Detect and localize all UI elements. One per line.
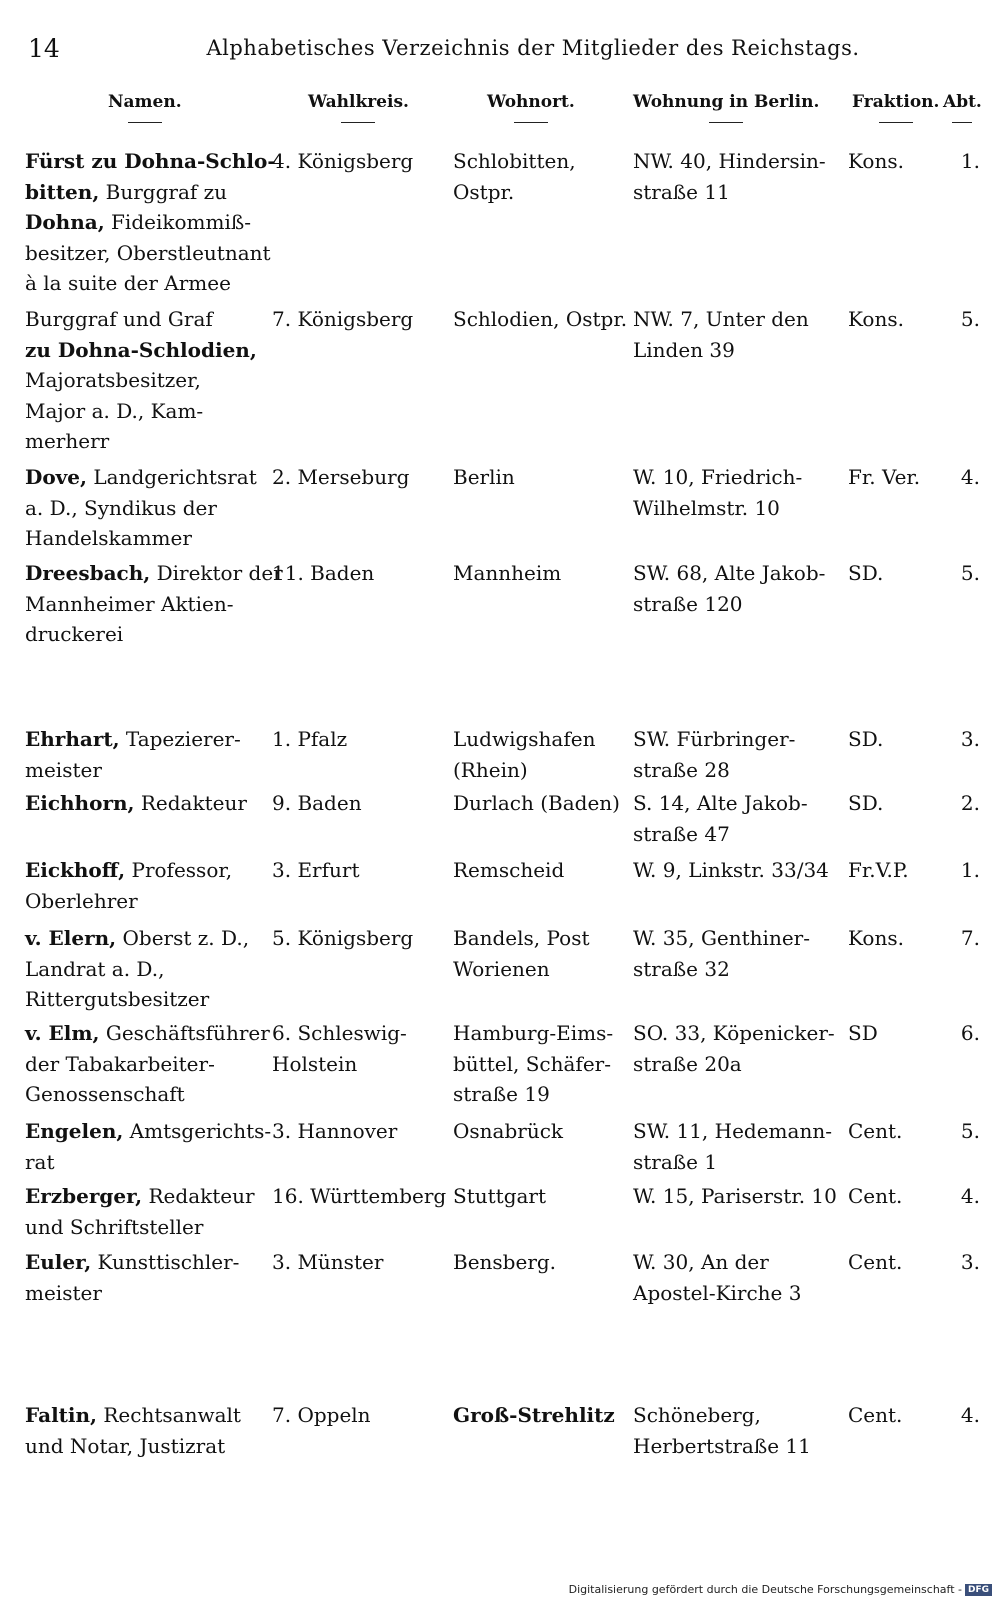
wohnort-line: Schlodien, Ostpr.	[453, 307, 628, 331]
berlin-address-line: Apostel-Kirche 3	[633, 1280, 802, 1305]
name-line	[25, 1116, 272, 1147]
member-name	[25, 1116, 272, 1177]
name-line	[25, 1049, 265, 1080]
name-line	[25, 1278, 265, 1309]
member-title: Majoratsbesitzer,	[25, 368, 201, 392]
member-title: und Schriftsteller	[25, 1214, 204, 1239]
abteilung: 1.	[960, 858, 980, 882]
wohnort	[453, 1400, 631, 1431]
member-surname: Eickhoff,	[25, 858, 126, 882]
wahlkreis	[272, 923, 448, 954]
wahlkreis-line: 1. Pfalz	[272, 727, 348, 751]
wohnort	[453, 855, 631, 886]
name-line	[25, 493, 265, 524]
wohnort-line: Hamburg-Eims-	[453, 1021, 614, 1045]
berlin-address-line: straße 20a	[633, 1051, 742, 1076]
wohnort-line: Stuttgart	[453, 1184, 547, 1208]
wohnort-line: Bensberg.	[453, 1250, 557, 1274]
member-title: Tapezierer-	[119, 727, 241, 751]
member-title: Major a. D., Kam-	[25, 398, 204, 423]
name-line	[25, 177, 265, 208]
member-title: besitzer, Oberstleutnant	[25, 240, 271, 265]
member-title: Oberlehrer	[25, 888, 138, 913]
name-line	[25, 755, 265, 786]
wahlkreis	[272, 304, 448, 335]
name-line	[25, 886, 265, 917]
member-surname: Erzberger,	[25, 1184, 143, 1208]
berlin-address-line: SW. 68, Alte Jakob-	[633, 561, 826, 585]
member-surname: Eichhorn,	[25, 791, 135, 815]
col-header-abt: Abt.	[943, 92, 982, 123]
wahlkreis-line: 7. Königsberg	[272, 307, 414, 331]
member-title: Rittergutsbesitzer	[25, 987, 210, 1011]
name-line	[25, 365, 265, 396]
wohnort-line: Osnabrück	[453, 1119, 564, 1143]
abteilung: 5.	[960, 561, 980, 585]
berlin-address-line: straße 11	[633, 179, 730, 204]
berlin-address	[633, 1116, 843, 1177]
berlin-address	[633, 1247, 843, 1308]
abteilung: 3.	[960, 1250, 980, 1274]
berlin-address-line: S. 14, Alte Jakob-	[633, 791, 808, 815]
wohnort-line: Berlin	[453, 465, 515, 489]
page-number: 14	[28, 34, 60, 63]
wohnort-line: (Rhein)	[453, 757, 528, 782]
berlin-address-line: NW. 40, Hindersin-	[633, 149, 826, 173]
member-title: und Notar, Justizrat	[25, 1433, 226, 1458]
berlin-address-line: SW. Fürbringer-	[633, 727, 796, 751]
berlin-address	[633, 724, 843, 785]
abteilung: 1.	[960, 149, 980, 173]
wohnort-line: Ostpr.	[453, 179, 515, 204]
name-line	[25, 304, 265, 335]
wahlkreis	[272, 1116, 448, 1147]
member-title: Landrat a. D.,	[25, 956, 165, 981]
berlin-address-line: straße 1	[633, 1149, 718, 1174]
wahlkreis-line: 9. Baden	[272, 791, 362, 815]
name-line	[25, 558, 283, 589]
wahlkreis	[272, 146, 448, 177]
footer-text: Digitalisierung gefördert durch die Deutsche Forschungsgemeinschaft -	[568, 1583, 962, 1596]
member-title: Geschäftsführer	[99, 1021, 270, 1045]
col-header-name: Namen.	[108, 92, 182, 123]
member-name	[25, 1018, 270, 1110]
col-header-wahlkreis: Wahlkreis.	[308, 92, 409, 123]
member-surname: Euler,	[25, 1250, 92, 1274]
member-title: Professor,	[125, 858, 233, 882]
member-title: Kunsttischler-	[91, 1250, 240, 1274]
berlin-address	[633, 146, 843, 207]
berlin-address	[633, 923, 843, 984]
wahlkreis-line: 6. Schleswig-	[272, 1021, 407, 1045]
member-surname: Fürst zu Dohna-Schlo-	[25, 149, 276, 173]
member-title: Direktor der	[150, 561, 283, 585]
member-name	[25, 788, 265, 819]
member-title: Burggraf und Graf	[25, 307, 213, 331]
wohnort-line: büttel, Schäfer-	[453, 1051, 611, 1076]
berlin-address	[633, 558, 843, 619]
wohnort	[453, 923, 631, 984]
member-title: merherr	[25, 429, 110, 453]
member-name	[25, 1181, 265, 1242]
abteilung: 5.	[960, 1119, 980, 1143]
member-surname: Dreesbach,	[25, 561, 151, 585]
wohnort	[453, 558, 631, 589]
wohnort	[453, 1181, 631, 1212]
wahlkreis	[272, 462, 448, 493]
wahlkreis-line: Holstein	[272, 1051, 358, 1076]
running-title: Alphabetisches Verzeichnis der Mitglieder des Reichstags.	[206, 36, 860, 60]
wohnort	[453, 1116, 631, 1147]
abteilung: 6.	[960, 1021, 980, 1045]
member-surname: v. Elm,	[25, 1021, 100, 1045]
member-name	[25, 462, 265, 554]
wohnort-line: Schlobitten,	[453, 149, 576, 173]
name-line	[25, 1212, 265, 1243]
wohnort	[453, 724, 631, 785]
fraktion: SD.	[848, 561, 884, 585]
member-name	[25, 724, 265, 785]
name-line	[25, 238, 271, 269]
member-surname: v. Elern,	[25, 926, 117, 950]
wahlkreis-line: 3. Hannover	[272, 1119, 398, 1143]
name-line	[25, 462, 265, 493]
member-title: Handelskammer	[25, 526, 192, 550]
berlin-address-line: SW. 11, Hedemann-	[633, 1119, 832, 1143]
wohnort-line: Bandels, Post	[453, 926, 590, 950]
member-name	[25, 1247, 265, 1308]
berlin-address	[633, 788, 843, 849]
wohnort-line: Ludwigshafen	[453, 727, 596, 751]
member-title: Burggraf zu	[99, 179, 228, 204]
wahlkreis-line: 5. Königsberg	[272, 926, 414, 950]
wahlkreis-line: 2. Merseburg	[272, 465, 410, 489]
wohnort	[453, 146, 631, 207]
wohnort	[453, 304, 631, 335]
fraktion: Cent.	[848, 1119, 903, 1143]
member-title: Amtsgerichts-	[123, 1119, 272, 1143]
member-title: der Tabakarbeiter-	[25, 1051, 215, 1076]
wohnort-line: Remscheid	[453, 858, 565, 882]
digitization-footer	[569, 1583, 992, 1596]
abteilung: 4.	[960, 465, 980, 489]
col-header-fraktion: Fraktion.	[852, 92, 939, 123]
wahlkreis	[272, 1018, 448, 1079]
berlin-address-line: straße 32	[633, 956, 730, 981]
berlin-address-line: Herbertstraße 11	[633, 1433, 811, 1458]
fraktion: Fr. Ver.	[848, 465, 921, 489]
wohnort	[453, 1018, 631, 1110]
name-line	[25, 396, 265, 427]
berlin-address-line: Wilhelmstr. 10	[633, 495, 780, 520]
abteilung: 2.	[960, 791, 980, 815]
fraktion: Kons.	[848, 926, 904, 950]
abteilung: 7.	[960, 926, 980, 950]
name-line	[25, 523, 265, 554]
name-line	[25, 954, 265, 985]
wahlkreis-line: 4. Königsberg	[272, 149, 414, 173]
wahlkreis	[272, 788, 448, 819]
berlin-address-line: Schöneberg,	[633, 1403, 761, 1427]
abteilung: 4.	[960, 1403, 980, 1427]
wahlkreis-line: 16. Württemberg	[272, 1184, 447, 1208]
member-surname: Ehrhart,	[25, 727, 120, 751]
member-title: Genossenschaft	[25, 1082, 185, 1106]
wahlkreis-line: 3. Münster	[272, 1250, 384, 1274]
member-title: Oberst z. D.,	[116, 926, 250, 950]
wahlkreis-line: 7. Oppeln	[272, 1403, 371, 1427]
member-name	[25, 304, 265, 457]
member-title: Fideikommiß-	[104, 210, 251, 234]
fraktion: SD.	[848, 791, 884, 815]
name-line	[25, 984, 265, 1015]
name-line	[25, 335, 265, 366]
member-title: Landgerichtsrat	[87, 465, 257, 489]
name-line	[25, 268, 265, 299]
wohnort-line: Worienen	[453, 956, 550, 981]
wahlkreis	[272, 855, 448, 886]
member-title: à la suite der Armee	[25, 271, 231, 295]
member-surname: zu Dohna-Schlodien,	[25, 337, 257, 362]
wohnort-line: Groß-Strehlitz	[453, 1403, 615, 1427]
member-surname: Faltin,	[25, 1403, 98, 1427]
berlin-address	[633, 1018, 843, 1079]
member-surname: Dove,	[25, 465, 87, 489]
page-header	[28, 30, 978, 70]
dfg-logo: DFG	[965, 1584, 992, 1596]
fraktion: SD	[848, 1021, 878, 1045]
name-line	[25, 1147, 265, 1178]
name-line	[25, 724, 265, 755]
member-surname: Dohna,	[25, 210, 105, 234]
member-title: rat	[25, 1149, 55, 1174]
berlin-address-line: W. 30, An der	[633, 1250, 769, 1274]
name-line	[25, 1247, 265, 1278]
fraktion: Cent.	[848, 1403, 903, 1427]
berlin-address	[633, 462, 843, 523]
name-line	[25, 426, 265, 457]
member-title: Mannheimer Aktien-	[25, 591, 234, 616]
abteilung: 5.	[960, 307, 980, 331]
name-line	[25, 855, 265, 886]
member-name	[25, 855, 265, 916]
name-line	[25, 1018, 270, 1049]
wahlkreis	[272, 1400, 448, 1431]
wahlkreis	[272, 1181, 448, 1212]
fraktion: Cent.	[848, 1250, 903, 1274]
wahlkreis-line: 11. Baden	[272, 561, 375, 585]
name-line	[25, 788, 265, 819]
name-line	[25, 1079, 265, 1110]
fraktion: Fr.V.P.	[848, 858, 909, 882]
wahlkreis	[272, 1247, 448, 1278]
abteilung: 4.	[960, 1184, 980, 1208]
berlin-address	[633, 304, 843, 365]
member-surname: Engelen,	[25, 1119, 124, 1143]
name-line	[25, 1431, 265, 1462]
abteilung: 3.	[960, 727, 980, 751]
berlin-address-line: W. 9, Linkstr. 33/34	[633, 858, 829, 882]
member-title: Rechtsanwalt	[97, 1403, 241, 1427]
name-line	[25, 589, 265, 620]
name-line	[25, 619, 265, 650]
berlin-address-line: W. 15, Pariserstr. 10	[633, 1184, 837, 1208]
wahlkreis	[272, 558, 448, 589]
berlin-address-line: straße 28	[633, 757, 730, 782]
member-title: Redakteur	[142, 1184, 255, 1208]
wohnort-line: straße 19	[453, 1082, 550, 1106]
member-title: Redakteur	[134, 791, 247, 815]
member-title: druckerei	[25, 622, 124, 646]
berlin-address-line: W. 35, Genthiner-	[633, 926, 810, 950]
wohnort	[453, 1247, 631, 1278]
berlin-address-line: SO. 33, Köpenicker-	[633, 1021, 835, 1045]
col-header-wohnung-berlin: Wohnung in Berlin.	[633, 92, 819, 123]
member-name	[25, 558, 283, 650]
fraktion: Cent.	[848, 1184, 903, 1208]
berlin-address	[633, 1400, 843, 1461]
berlin-address	[633, 855, 843, 886]
fraktion: Kons.	[848, 149, 904, 173]
member-surname: bitten,	[25, 179, 100, 204]
member-title: meister	[25, 757, 102, 782]
name-line	[25, 1400, 265, 1431]
member-name	[25, 923, 265, 1015]
name-line	[25, 146, 276, 177]
name-line	[25, 1181, 265, 1212]
berlin-address-line: NW. 7, Unter den	[633, 307, 809, 331]
wohnort	[453, 788, 631, 819]
member-title: meister	[25, 1280, 102, 1305]
berlin-address-line: W. 10, Friedrich-	[633, 465, 803, 489]
name-line	[25, 207, 265, 238]
berlin-address-line: straße 47	[633, 821, 730, 846]
wahlkreis	[272, 724, 448, 755]
column-headers	[0, 92, 1000, 136]
member-title: a. D., Syndikus der	[25, 495, 217, 520]
wohnort-line: Mannheim	[453, 561, 562, 585]
member-name	[25, 146, 276, 299]
wohnort	[453, 462, 631, 493]
col-header-wohnort: Wohnort.	[487, 92, 575, 123]
berlin-address-line: Linden 39	[633, 337, 735, 362]
name-line	[25, 923, 265, 954]
wahlkreis-line: 3. Erfurt	[272, 858, 360, 882]
berlin-address	[633, 1181, 843, 1212]
fraktion: Kons.	[848, 307, 904, 331]
wohnort-line: Durlach (Baden)	[453, 791, 620, 815]
berlin-address-line: straße 120	[633, 591, 743, 616]
fraktion: SD.	[848, 727, 884, 751]
member-name	[25, 1400, 265, 1461]
